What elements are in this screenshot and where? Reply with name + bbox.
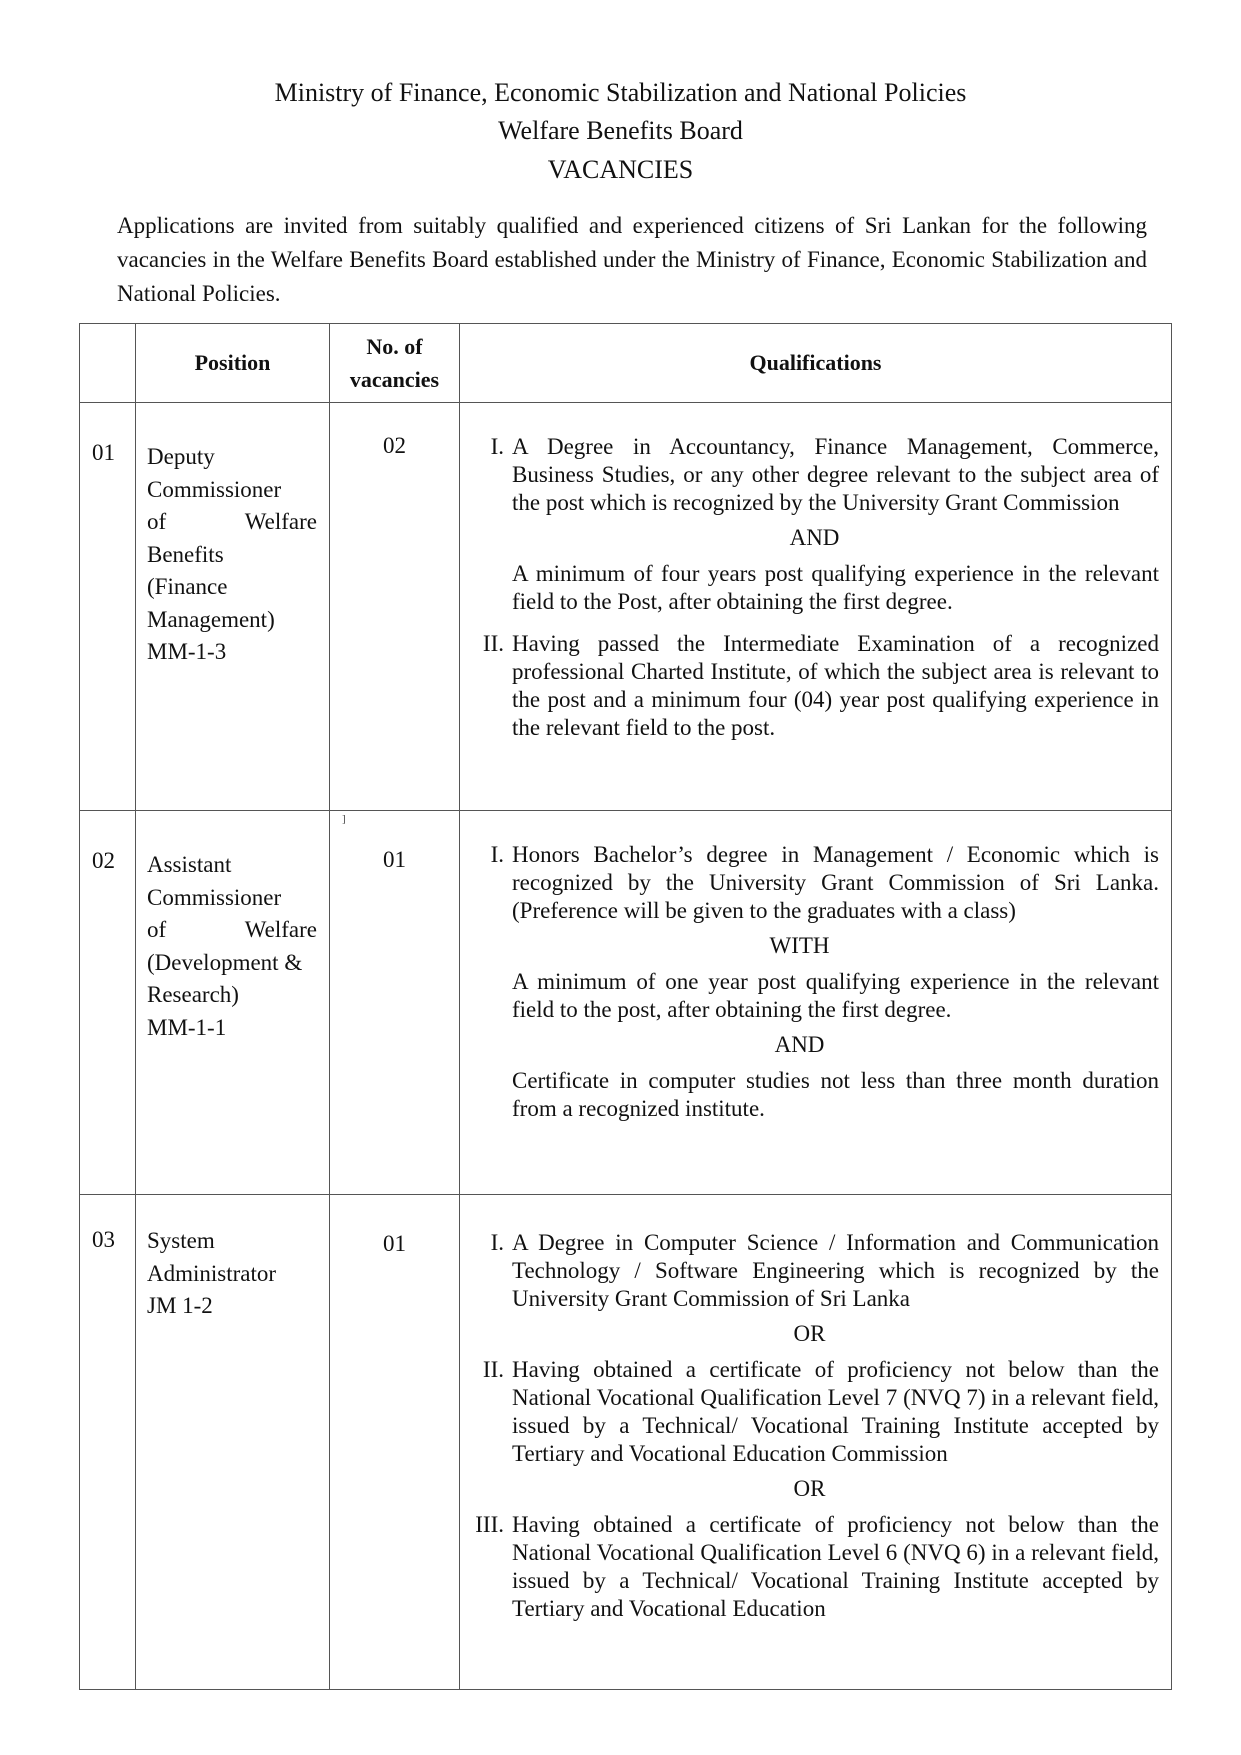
vacancy-count: 01 (330, 1195, 460, 1690)
vacancy-count: 02 (330, 403, 460, 811)
table-row (80, 403, 1172, 811)
position-line: MM-1-1 (147, 1014, 227, 1040)
qualification-marker: I. (490, 1230, 504, 1255)
position-line: Benefits (147, 541, 224, 567)
header-qualifications: Qualifications (460, 324, 1172, 403)
qualification-marker: II. (482, 1357, 504, 1382)
table-row (80, 811, 1172, 1195)
qualification-item (470, 1229, 1159, 1313)
row-number: 02 (80, 811, 136, 1195)
position-cell (136, 403, 330, 811)
header-position: Position (136, 324, 330, 403)
qualification-connector: OR (793, 1476, 826, 1501)
vacancy-count: 01 (330, 811, 460, 1195)
position-line: Management) (147, 606, 275, 632)
vacancies-table (79, 323, 1172, 1690)
position-line: (Finance (147, 574, 228, 599)
qualification-text: A minimum of one year post qualifying experience in the relevant field to the post, after obtaining the first degree. (512, 969, 1159, 1022)
ministry-title: Ministry of Finance, Economic Stabilization and National Policies (274, 78, 967, 107)
qualification-marker: II. (482, 631, 504, 656)
qualification-marker: III. (475, 1512, 504, 1537)
qualification-connector: AND (774, 1032, 825, 1057)
qualification-text: A Degree in Computer Science / Information and Communication Technology / Software Engineering which is recognized by the University Grant Commission of Sri Lanka (512, 1230, 1159, 1311)
position-line: of Welfare (147, 917, 317, 942)
board-title: Welfare Benefits Board (498, 116, 743, 145)
qualification-item (470, 433, 1159, 517)
header-vacancies (330, 324, 460, 403)
qualification-item (470, 841, 1159, 925)
qualification-connector: WITH (769, 933, 830, 958)
stray-mark: ] (342, 813, 346, 825)
position-line: Assistant (147, 852, 232, 877)
position-line: Commissioner (147, 476, 282, 502)
position-line: Deputy (147, 444, 215, 469)
qualification-text: Having obtained a certificate of proficiency not below than the National Vocational Qualification Level 7 (NVQ 7) in a relevant field, issued by a Technical/ Vocational Training Institute accepted by Tertiary and Vocational Education Commission (512, 1357, 1159, 1466)
qualification-text: A minimum of four years post qualifying experience in the relevant field to the Post, after obtaining the first degree. (512, 561, 1159, 614)
table-row (80, 1195, 1172, 1690)
qualification-connector: AND (789, 525, 840, 550)
qualifications-cell (460, 1195, 1172, 1690)
qualification-marker: I. (490, 434, 504, 459)
qualification-item (470, 1511, 1159, 1623)
row-number: 01 (80, 403, 136, 811)
position-cell (136, 811, 330, 1195)
position-line: of Welfare (147, 509, 317, 534)
qualifications-cell (460, 403, 1172, 811)
table-header-row (80, 324, 1172, 403)
qualification-text: Certificate in computer studies not less than three month duration from a recognized institute. (512, 1068, 1159, 1121)
qualification-text: Having passed the Intermediate Examination of a recognized professional Charted Institute, of which the subject area is relevant to the post and a minimum four (04) year post qualifying experience in the relevant field to the post. (512, 631, 1159, 740)
qualification-marker: I. (490, 842, 504, 867)
position-line: Commissioner (147, 884, 282, 910)
qualification-text: Honors Bachelor’s degree in Management / Economic which is recognized by the University Grant Commission of Sri Lanka. (Preference will be given to the graduates with a class) (512, 842, 1159, 923)
header-number (80, 324, 136, 403)
intro-paragraph: Applications are invited from suitably qualified and experienced citizens of Sri Lankan for the following vacancies in the Welfare Benefits Board established under the Ministry of Finance, Economic Stabilization and National Policies. (117, 213, 1147, 306)
position-cell (136, 1195, 330, 1690)
vacancies-heading: VACANCIES (547, 155, 694, 184)
qualification-item (470, 1356, 1159, 1468)
position-line: (Development & (147, 949, 303, 975)
header-vacancies-line2: vacancies (349, 367, 440, 392)
qualification-text: A Degree in Accountancy, Finance Management, Commerce, Business Studies, or any other degree relevant to the subject area of the post which is recognized by the University Grant Commission (512, 434, 1159, 515)
position-line: System (147, 1228, 215, 1253)
position-line: Research) (147, 982, 239, 1007)
position-line: Administrator (147, 1260, 277, 1286)
header-vacancies-line1: No. of (366, 334, 423, 359)
position-line: JM 1-2 (147, 1293, 213, 1318)
qualifications-cell (460, 811, 1172, 1195)
qualification-item (470, 630, 1159, 742)
qualification-connector: OR (793, 1321, 826, 1346)
qualification-text: Having obtained a certificate of proficiency not below than the National Vocational Qualification Level 6 (NVQ 6) in a relevant field, issued by a Technical/ Vocational Training Institute accepted by Tertiary and Vocational Education (512, 1512, 1159, 1621)
row-number: 03 (80, 1195, 136, 1690)
position-line: MM-1-3 (147, 639, 227, 664)
